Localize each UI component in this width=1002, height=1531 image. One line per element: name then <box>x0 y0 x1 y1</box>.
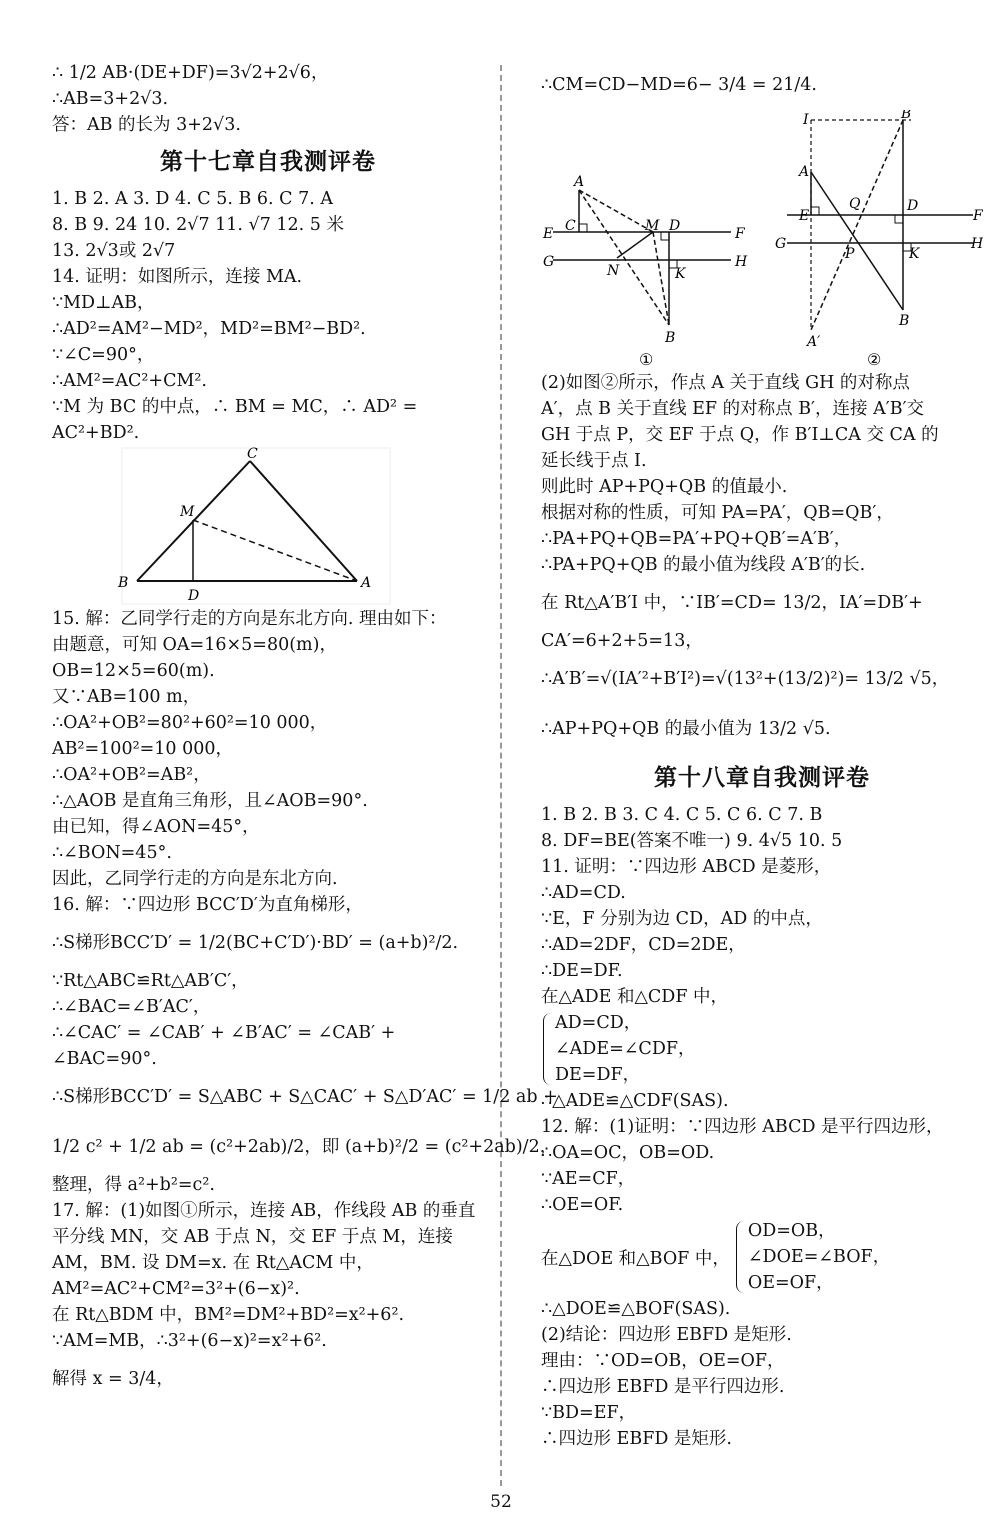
text-line: AM，BM. 设 DM=x. 在 Rt△ACM 中， <box>52 1253 374 1273</box>
text-line: AB²=100²=10 000， <box>52 739 233 759</box>
text-line: ∴AM²=AC²+CM². <box>52 371 207 391</box>
text-line: ∴∠CAC′ = ∠CAB′ + ∠B′AC′ = ∠CAB′ + <box>52 1023 396 1043</box>
text-line: A′，点 B 关于直线 EF 的对称点 B′，连接 A′B′交 <box>541 399 925 419</box>
svg-text:B′: B′ <box>901 110 915 122</box>
text-line: ∵MD⊥AB， <box>52 293 155 313</box>
text-line: ∴ 1/2 AB·(DE+DF)=3√2+2√6， <box>52 63 329 83</box>
text-line: ∴PA+PQ+QB=PA′+PQ+QB′=A′B′， <box>541 529 852 549</box>
label-A: A <box>361 575 372 591</box>
text-line: ∵AM=MB，∴3²+(6−x)²=x²+6². <box>52 1331 327 1351</box>
text-line: ∴∠BON=45°. <box>52 843 172 863</box>
figure-1 <box>542 174 748 369</box>
text-line: 在△ADE 和△CDF 中， <box>541 987 729 1007</box>
text-line: 由题意，可知 OA=16×5=80(m)， <box>52 635 337 655</box>
text-line: OE=OF， <box>747 1273 834 1293</box>
text-line: ∴AD=CD. <box>541 883 626 903</box>
text-line: 8. DF=BE(答案不唯一) 9. 4√5 10. 5 <box>541 831 843 851</box>
text-line: ∴OA²+OB²=80²+60²=10 000， <box>52 713 328 733</box>
svg-text:A: A <box>574 174 585 190</box>
svg-text:A: A <box>799 164 810 180</box>
svg-text:B: B <box>665 330 676 346</box>
svg-text:K: K <box>675 266 686 282</box>
formula-line: ∴CM=CD−MD=6− 3/4 = 21/4. <box>541 75 817 95</box>
text-line: AD=CD， <box>555 1013 642 1033</box>
figure-14-triangle <box>52 446 484 606</box>
text-line: ∴AB=3+2√3. <box>52 89 169 109</box>
label-D: D <box>188 588 200 604</box>
text-line: 16. 解：∵四边形 BCC′D′为直角梯形， <box>52 895 363 915</box>
text-line: AM²=AC²+CM²=3²+(6−x)². <box>52 1279 300 1299</box>
text-line: ∴OE=OF. <box>541 1195 624 1215</box>
svg-text:F: F <box>973 208 983 224</box>
brace-row-2 <box>541 1218 983 1296</box>
text-line: 理由：∵OD=OB，OE=OF， <box>541 1351 785 1371</box>
text-line: 1. B 2. A 3. D 4. C 5. B 6. C 7. A <box>52 189 333 209</box>
svg-text:G: G <box>543 254 555 270</box>
text-line: 12. 解：(1)证明：∵四边形 ABCD 是平行四边形， <box>541 1117 944 1137</box>
text-line: ∴OA=OC，OB=OD. <box>541 1143 715 1163</box>
svg-text:E: E <box>799 208 810 224</box>
text-line: 11. 证明：∵四边形 ABCD 是菱形， <box>541 857 832 877</box>
label-B: B <box>118 575 129 591</box>
text-line: ∵E，F 分别为边 CD，AD 的中点， <box>541 909 823 929</box>
svg-text:P: P <box>845 246 855 262</box>
text-line: OD=OB， <box>747 1221 836 1241</box>
svg-text:G: G <box>775 236 787 252</box>
text-line: ∴AD=2DF，CD=2DE， <box>541 935 746 955</box>
svg-text:A′: A′ <box>807 334 821 350</box>
text-line: 13. 2√3或 2√7 <box>52 241 176 261</box>
figures-17 <box>541 110 983 370</box>
text-line: 在△DOE 和△BOF 中， <box>541 1248 730 1269</box>
caption-1: ① <box>639 350 654 369</box>
svg-text:C: C <box>565 218 576 234</box>
svg-text:Q: Q <box>849 196 861 212</box>
text-line: DE=DF， <box>555 1065 641 1085</box>
svg-text:D: D <box>669 218 681 234</box>
brace-system-1 <box>541 1010 983 1088</box>
text-line: ∴△ADE≌△CDF(SAS). <box>541 1091 729 1111</box>
text-line: 整理，得 a²+b²=c². <box>52 1175 215 1195</box>
svg-text:F: F <box>735 226 745 242</box>
text-line: 1. B 2. B 3. C 4. C 5. C 6. C 7. B <box>541 805 823 825</box>
text-line: 根据对称的性质，可知 PA=PA′，QB=QB′， <box>541 503 894 523</box>
text-line: 因此，乙同学行走的方向是东北方向. <box>52 869 338 889</box>
text-line: ∴DE=DF. <box>541 961 623 981</box>
text-line: CA′=6+2+5=13， <box>541 631 703 651</box>
text-line: ∵Rt△ABC≌Rt△AB′C′， <box>52 971 249 991</box>
text-line: AC²+BD². <box>52 423 140 443</box>
text-line: ∵AE=CF， <box>541 1169 636 1189</box>
text-line: 17. 解：(1)如图①所示，连接 AB，作线段 AB 的垂直 <box>52 1201 476 1221</box>
page-number: 52 <box>490 1492 512 1512</box>
label-M: M <box>180 504 195 520</box>
brace-system-2 <box>734 1218 890 1296</box>
formula-line: 1/2 c² + 1/2 ab = (c²+2ab)/2，即 (a+b)²/2 = (c²+2ab)/2， <box>52 1137 558 1157</box>
figure-2 <box>775 110 983 369</box>
text-line: 延长线于点 I. <box>541 451 647 471</box>
figure-17-diagrams <box>541 110 983 370</box>
text-line: ∴四边形 EBFD 是平行四边形. <box>541 1377 785 1397</box>
text-line: 在 Rt△BDM 中，BM²=DM²+BD²=x²+6². <box>52 1305 405 1325</box>
svg-text:D: D <box>907 198 919 214</box>
svg-text:M: M <box>645 218 660 234</box>
chapter-18-heading: 第十八章自我测评卷 <box>654 765 870 791</box>
formula-line: 解得 x = 3/4， <box>52 1369 174 1389</box>
text-line: (2)如图②所示，作点 A 关于直线 GH 的对称点 <box>541 373 910 393</box>
text-line: 8. B 9. 24 10. 2√7 11. √7 12. 5 米 <box>52 215 344 235</box>
caption-2: ② <box>867 350 882 369</box>
formula-line: 在 Rt△A′B′I 中，∵IB′=CD= 13/2，IA′=DB′+ <box>541 593 923 613</box>
svg-text:B: B <box>899 313 910 329</box>
svg-text:E: E <box>543 226 554 242</box>
text-line: OB=12×5=60(m). <box>52 661 215 681</box>
triangle-diagram <box>52 446 484 606</box>
right-column <box>541 60 983 1452</box>
svg-text:H: H <box>735 254 748 270</box>
text-line: GH 于点 P，交 EF 于点 Q，作 B′I⊥CA 交 CA 的 <box>541 425 939 445</box>
text-line: ∴PA+PQ+QB 的最小值为线段 A′B′的长. <box>541 555 866 575</box>
text-line: ∴∠BAC=∠B′AC′， <box>52 997 211 1017</box>
label-C: C <box>247 446 258 462</box>
text-line: ∵BD=EF， <box>541 1403 637 1423</box>
text-line: ∵∠C=90°， <box>52 345 155 365</box>
svg-text:H: H <box>971 236 983 252</box>
chapter-17-heading: 第十七章自我测评卷 <box>160 149 376 175</box>
text-line: 又∵AB=100 m， <box>52 687 201 707</box>
formula-line: ∴AP+PQ+QB 的最小值为 13/2 √5. <box>541 719 831 739</box>
text-line: ∴OA²+OB²=AB²， <box>52 765 211 785</box>
text-line: 平分线 MN，交 AB 于点 N，交 EF 于点 M，连接 <box>52 1227 453 1247</box>
text-line: ∴四边形 EBFD 是矩形. <box>541 1429 732 1449</box>
left-column <box>52 60 558 1404</box>
text-line: ∠DOE=∠BOF， <box>747 1247 891 1267</box>
text-line: (2)结论：四边形 EBFD 是矩形. <box>541 1325 792 1345</box>
formula-line: ∴A′B′=√(IA′²+B′I²)=√(13²+(13/2)²)= 13/2 √5， <box>541 669 950 689</box>
text-line: 15. 解：乙同学行走的方向是东北方向. 理由如下： <box>52 609 447 629</box>
text-line: ∠BAC=90°. <box>52 1049 157 1069</box>
text-line: 由已知，得∠AON=45°， <box>52 817 260 837</box>
text-line: 14. 证明：如图所示，连接 MA. <box>52 267 303 287</box>
formula-line: ∴S梯形BCC′D′ = S△ABC + S△CAC′ + S△D′AC′ = 1/2 ab + <box>52 1087 558 1107</box>
text-line: ∠ADE=∠CDF， <box>555 1039 696 1059</box>
text-line: 则此时 AP+PQ+QB 的值最小. <box>541 477 788 497</box>
svg-text:N: N <box>607 263 620 279</box>
formula-line: ∴S梯形BCC′D′ = 1/2(BC+C′D′)·BD′ = (a+b)²/2. <box>52 933 459 953</box>
svg-text:I: I <box>803 112 809 128</box>
text-line: ∴△DOE≌△BOF(SAS). <box>541 1299 731 1319</box>
text-line: 答：AB 的长为 3+2√3. <box>52 115 241 135</box>
text-line: ∴△AOB 是直角三角形，且∠AOB=90°. <box>52 791 368 811</box>
text-line: ∵M 为 BC 的中点，∴ BM = MC，∴ AD² = <box>52 397 418 417</box>
svg-text:K: K <box>909 246 920 262</box>
column-divider <box>500 65 502 1486</box>
text-line: ∴AD²=AM²−MD²，MD²=BM²−BD². <box>52 319 366 339</box>
